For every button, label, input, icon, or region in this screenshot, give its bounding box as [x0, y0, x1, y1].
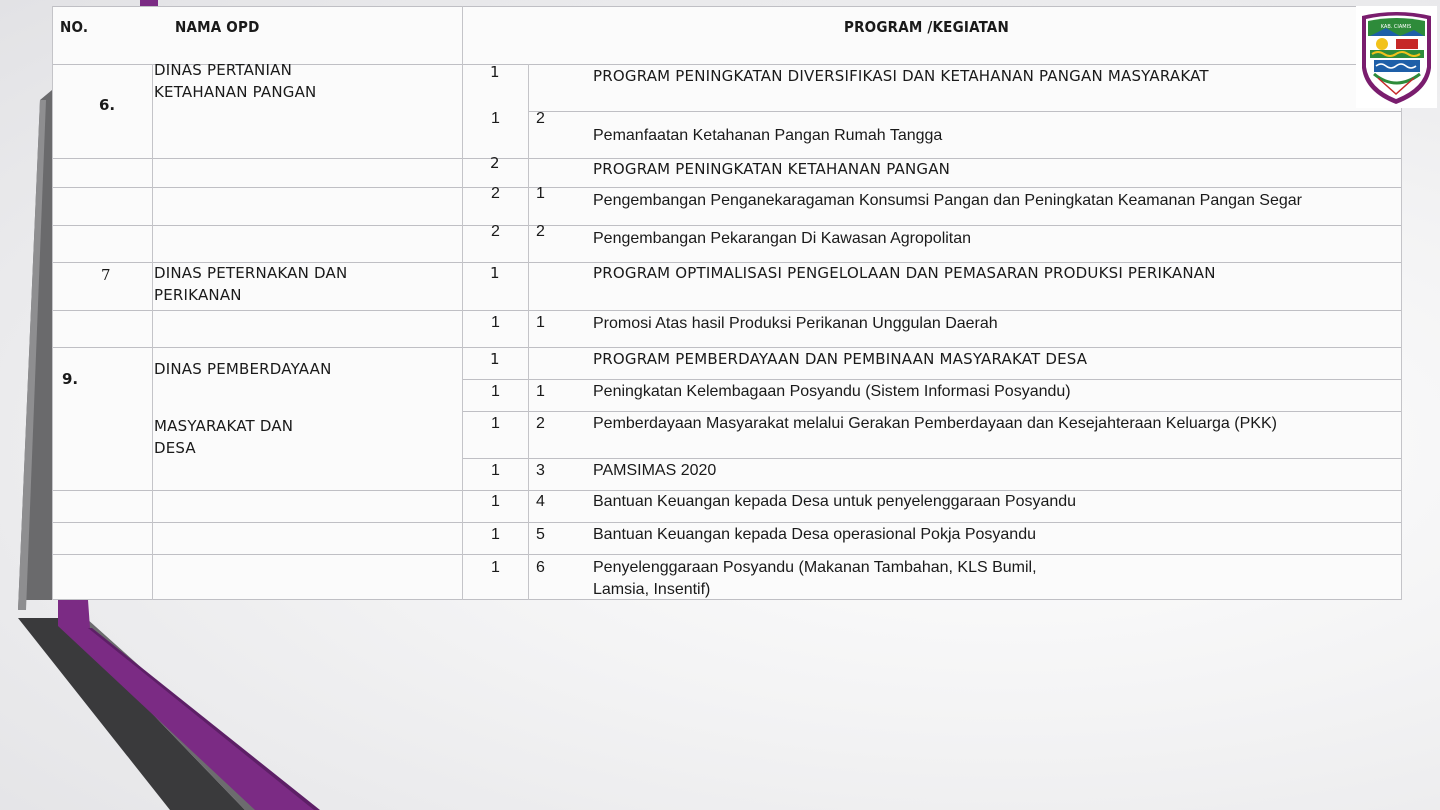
- group-number: 6.: [99, 96, 116, 114]
- kegiatan-index-b: 3: [536, 462, 545, 479]
- program-index: 2: [490, 154, 500, 172]
- grid-line: [52, 310, 1402, 311]
- group-number: 9.: [62, 370, 79, 388]
- program-title: PROGRAM PENINGKATAN DIVERSIFIKASI DAN KETAHANAN PANGAN MASYARAKAT: [593, 67, 1209, 85]
- kegiatan-title: Penyelenggaraan Posyandu (Makanan Tambahan, KLS Bumil, Lamsia, Insentif): [593, 559, 1037, 598]
- kegiatan-index-b: 1: [536, 185, 545, 202]
- opd-name: DINAS PETERNAKAN DAN PERIKANAN: [154, 264, 348, 304]
- grid-line: [52, 522, 1402, 523]
- svg-text:KAB. CIAMIS: KAB. CIAMIS: [1380, 24, 1412, 30]
- group-number: 7: [101, 266, 111, 284]
- kegiatan-title: Bantuan Keuangan kepada Desa untuk penyelenggaraan Posyandu: [593, 493, 1077, 510]
- kegiatan-index-a: 1: [491, 493, 500, 510]
- kegiatan-title: Pemanfaatan Ketahanan Pangan Rumah Tangga: [593, 127, 943, 144]
- kegiatan-index-a: 1: [491, 314, 500, 331]
- grid-line: [52, 6, 53, 600]
- grid-line: [462, 379, 1402, 380]
- program-title: PROGRAM PEMBERDAYAAN DAN PEMBINAAN MASYARAKAT DESA: [593, 350, 1088, 368]
- crest-icon: [1356, 6, 1437, 108]
- kegiatan-index-a: 1: [491, 110, 500, 127]
- header-nama-opd: NAMA OPD: [175, 18, 260, 36]
- kegiatan-index-b: 2: [536, 110, 545, 127]
- kegiatan-index-a: 1: [491, 462, 500, 479]
- kegiatan-index-a: 2: [491, 185, 500, 202]
- header-no: NO.: [60, 18, 89, 36]
- kegiatan-index-a: 1: [491, 415, 500, 432]
- kegiatan-index-b: 1: [536, 383, 545, 400]
- kegiatan-title: Pemberdayaan Masyarakat melalui Gerakan Pemberdayaan dan Kesejahteraan Keluarga (PKK): [593, 415, 1277, 432]
- kegiatan-title: Bantuan Keuangan kepada Desa operasional Pokja Posyandu: [593, 526, 1036, 543]
- header-program-kegiatan: PROGRAM /KEGIATAN: [844, 18, 1009, 36]
- grid-line: [528, 64, 529, 600]
- grid-line: [528, 111, 1402, 112]
- program-index: 1: [490, 264, 500, 282]
- kegiatan-title: Pengembangan Pekarangan Di Kawasan Agropolitan: [593, 230, 972, 247]
- program-index: 1: [490, 63, 500, 81]
- kegiatan-index-a: 1: [491, 383, 500, 400]
- opd-name: DINAS PERTANIAN KETAHANAN PANGAN: [154, 61, 317, 101]
- opd-name: DINAS PEMBERDAYAAN: [154, 360, 332, 378]
- kegiatan-index-b: 5: [536, 526, 545, 543]
- crest-logo: [1356, 6, 1437, 108]
- program-title: PROGRAM OPTIMALISASI PENGELOLAAN DAN PEMASARAN PRODUKSI PERIKANAN: [593, 264, 1216, 282]
- grid-line: [152, 64, 153, 600]
- grid-line: [462, 458, 1402, 459]
- opd-name: MASYARAKAT DAN DESA: [154, 417, 294, 457]
- grid-line: [462, 6, 463, 600]
- program-title: PROGRAM PENINGKATAN KETAHANAN PANGAN: [593, 160, 951, 178]
- kegiatan-index-b: 2: [536, 415, 545, 432]
- kegiatan-index-a: 1: [491, 526, 500, 543]
- kegiatan-index-b: 4: [536, 493, 545, 510]
- kegiatan-index-b: 1: [536, 314, 545, 331]
- program-index: 1: [490, 350, 500, 368]
- kegiatan-index-a: 1: [491, 559, 500, 576]
- kegiatan-index-b: 2: [536, 223, 545, 240]
- grid-line: [462, 411, 1402, 412]
- grid-line: [52, 187, 1402, 188]
- kegiatan-title: Pengembangan Penganekaragaman Konsumsi Pangan dan Peningkatan Keamanan Pangan Segar: [593, 192, 1302, 209]
- program-table: [52, 6, 1402, 600]
- kegiatan-index-a: 2: [491, 223, 500, 240]
- kegiatan-title: Promosi Atas hasil Produksi Perikanan Unggulan Daerah: [593, 315, 998, 332]
- grid-line: [52, 6, 1402, 7]
- kegiatan-title: Peningkatan Kelembagaan Posyandu (Sistem Informasi Posyandu): [593, 383, 1071, 400]
- grid-line: [52, 554, 1402, 555]
- kegiatan-title: PAMSIMAS 2020: [593, 462, 717, 479]
- dark-diagonal-band: [18, 618, 245, 810]
- grid-line: [52, 225, 1402, 226]
- kegiatan-index-b: 6: [536, 559, 545, 576]
